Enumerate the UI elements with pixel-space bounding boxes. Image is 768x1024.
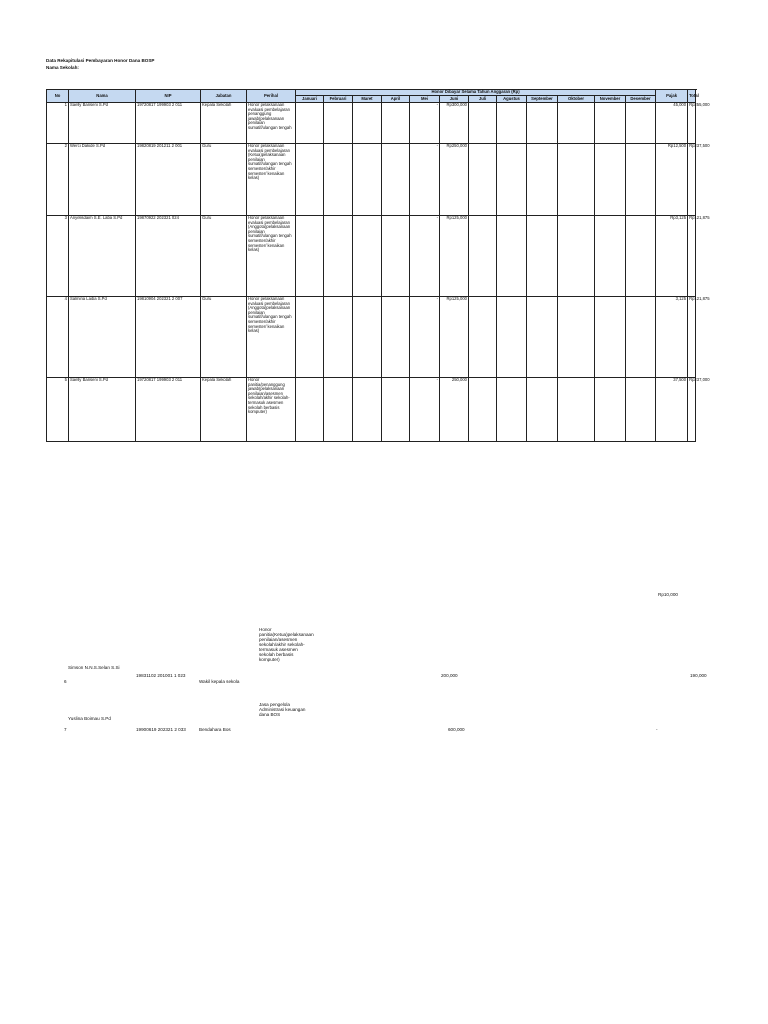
row-perihal: Honor pelaksanaan evaluasi pembelajaran (Anggota)pelaksanaan penilaian sumatif/ulangan tengah semester/akhir semester/ kenaikan kelas) [247,297,296,378]
row-jabatan: Guru [201,144,247,216]
row-pajak: 3,125 [656,297,688,378]
row-no: 3 [47,216,69,297]
col-perihal-header: Perihal [247,90,296,103]
row-nip: 19720817 199903 2 011 [136,378,201,442]
row-nama: Saelly Banseni S.Pd [69,103,136,144]
honor-table [46,89,710,442]
month-header: Oktober [558,96,595,103]
table-row [47,216,696,297]
row-perihal: Honor pelaksanaan evaluasi pembelajaran penanggung jawab(pelaksanaan penilaian sumatif/ulangan tengah [247,103,296,144]
row-nama: Saelly Banseni S.Pd [69,378,136,442]
row6-no: 6 [64,679,67,684]
month-header: Desember [626,96,656,103]
row6-nip: 19831102 201001 1 023 [136,673,186,678]
row-total: Rp237,000 [688,378,696,442]
col-nama-header: Nama [69,90,136,103]
col-jabatan-header: Jabatan [201,90,247,103]
row7-juni: 600,000 [448,727,465,732]
col-pajak-header: Pajak [656,90,688,103]
row6-jabatan: Wakil kepala sekola [199,679,240,684]
row6-total: 190,000 [690,673,707,678]
row-jabatan: Guru [201,216,247,297]
row-perihal: Honor pelaksanaan evaluasi pembelajaran (Ketua)pelaksanaan penilaian sumatif/ulangan tengah semester/akhir semester/ kenaikan kelas) [247,144,296,216]
row-juni: 250,000 [440,378,469,442]
row7-nip: 19900619 202321 2 033 [136,727,186,732]
row-jabatan: Kepala Sekolah [201,378,247,442]
row-juni: Rp125,000 [440,216,469,297]
row-juni: Rp250,000 [440,144,469,216]
row-no: 5 [47,378,69,442]
row7-perihal: Jasa pengelola Administrasi keuangan dana BOS [259,702,306,717]
row-nip: 19810904 202321 2 007 [136,297,201,378]
loose-pajak-value: Rp10,000 [658,592,678,597]
row-pajak: 37,500 [656,378,688,442]
row-pajak: 45,000 [656,103,688,144]
col-total-header: Total [688,90,696,103]
month-header: November [595,96,626,103]
row-pajak: Rp12,500 [656,144,688,216]
month-header: Mei [410,96,440,103]
row-mei: - [410,297,440,378]
month-header: Juni [440,96,469,103]
row7-nama: Yuslina Boimau S.Pd [68,716,111,721]
col-nip-header: NIP [136,90,201,103]
row6-perihal: Honor panitia(Ketua)pelaksanaan penilaian/asesmen sekolah/akhir sekolah-termasuk asesmen sekolah berbasis komputer) [259,627,314,662]
row-mei: - [410,216,440,297]
row7-dash: - [656,727,658,732]
month-header: Februari [324,96,353,103]
table-row [47,297,696,378]
row7-no: 7 [64,727,67,732]
row-pajak: Rp3,125 [656,216,688,297]
row-perihal: Honor panitia/penanggung jawab(pelaksanaan penilaian/asesmen sekolah/akhir sekolah-termasuk asesmen sekolah berbasis komputer) [247,378,296,442]
row-perihal: Honor pelaksanaan evaluasi pembelajaran (Anggota)pelaksanaan penilaian sumatif/ulangan tengah semester/akhir semester/ kenaikan kelas) [247,216,296,297]
row-mei: - [410,378,440,442]
row-no: 4 [47,297,69,378]
row-nip: 19820819 201211 2 001 [136,144,201,216]
row-total: Rp121,875 [688,297,696,378]
school-name-label: Nama Sekolah: [46,65,79,70]
month-header: September [527,96,558,103]
row-nama: Anyelisdaim S.E. Laba S.Pd [69,216,136,297]
row-no: 2 [47,144,69,216]
row-jabatan: Kepala Sekolah [201,103,247,144]
col-no-header: No [47,90,69,103]
table-row [47,378,696,442]
month-header: Maret [353,96,382,103]
month-header: Agustus [497,96,527,103]
row-total: Rp121,875 [688,216,696,297]
row6-juni: 200,000 [441,673,458,678]
month-header: April [382,96,410,103]
report-title: Data Rekapitulasi Pembayaran Honor Dana BOSP [46,58,155,63]
row-juni: Rp125,000 [440,297,469,378]
row-no: 1 [47,103,69,144]
month-header: Juli [469,96,497,103]
table-row [47,144,696,216]
row-nip: 19870922 202321 024 [136,216,201,297]
months-group-header: Honor Dibayar Selama Tahun Anggaran (Rp) [296,90,656,96]
row-total: Rp237,500 [688,144,696,216]
row-mei: - [410,103,440,144]
row-nama: Werci Dakide S.Pd [69,144,136,216]
table-row [47,103,696,144]
row-juni: Rp300,000 [440,103,469,144]
month-header: Januari [296,96,324,103]
row-nip: 19720817 199903 2 011 [136,103,201,144]
row6-nama: Simson N.N.S.Selan S.Si [68,665,120,670]
row7-jabatan: Bendahara Bos [199,727,231,732]
row-jabatan: Guru [201,297,247,378]
row-mei: - [410,144,440,216]
row-total: Rp255,000 [688,103,696,144]
row-nama: Salmina Laiba S.Pd [69,297,136,378]
